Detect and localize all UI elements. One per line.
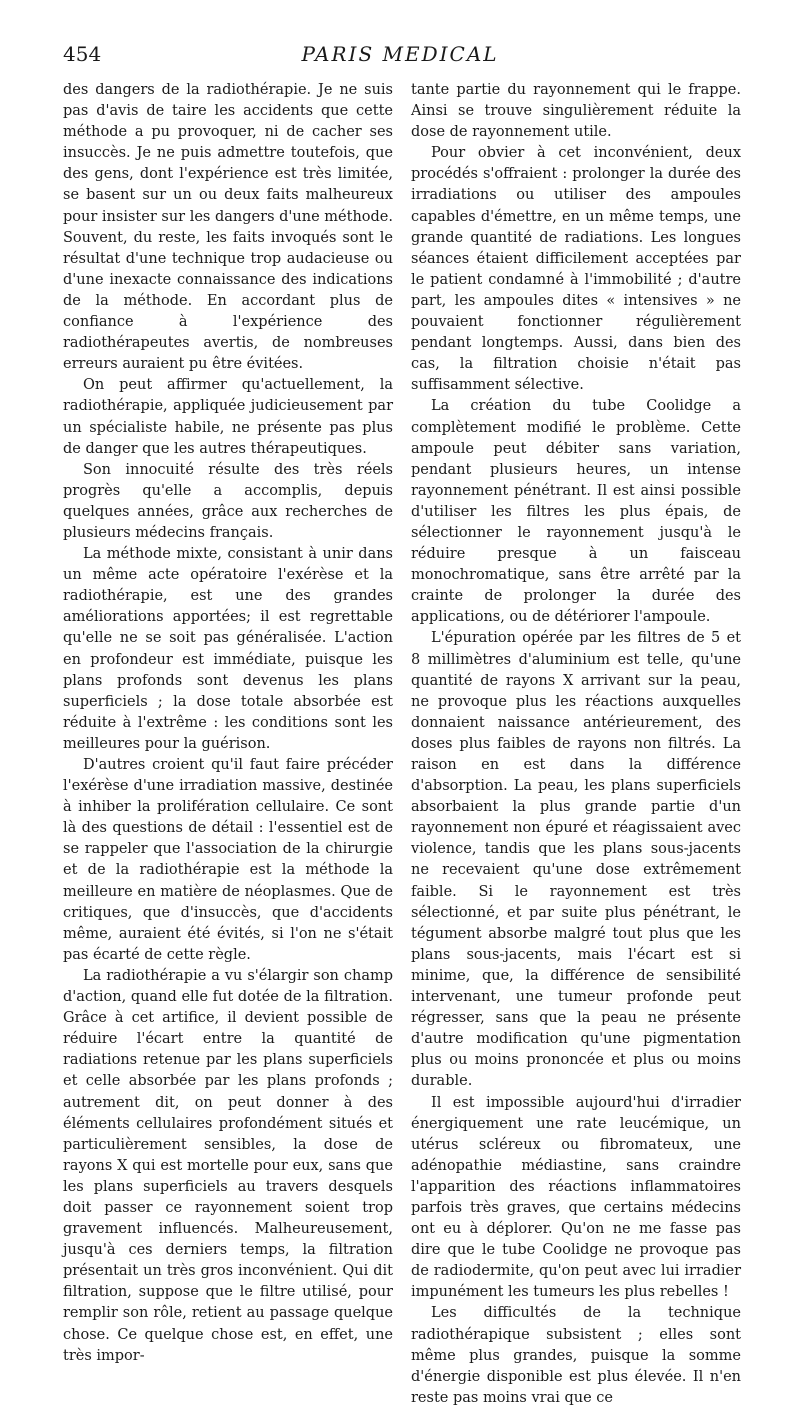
paragraph: tante partie du rayonnement qui le frappe. Ainsi se trouve singulièrement réduite la dose de rayonnement utile. (411, 82, 741, 141)
paragraph: Il est impossible aujourd'hui d'irradier énergiquement une rate leucémique, un utérus scléreux ou fibromateux, une adénopathie médiastine, sans craindre l'apparition des réactions inflammatoires parfois très graves, que certains médecins ont eu à déplorer. Qu'on ne me fasse pas dire que le tube Coolidge ne provoque pas de radiodermite, qu'on peut avec lui irradier impunément les tumeurs les plus rebelles ! (411, 1094, 741, 1301)
paragraph: Son innocuité résulte des très réels progrès qu'elle a accomplis, depuis quelques années, grâce aux recherches de plusieurs médecins français. (63, 461, 393, 541)
paragraph: La création du tube Coolidge a complètement modifié le problème. Cette ampoule peut débiter sans variation, pendant plusieurs heures, un intense rayonnement pénétrant. Il est ainsi possible d'utiliser les filtres les plus épais, de sélectionner le rayonnement jusqu'à le réduire presque à un faisceau monochromatique, sans être arrêté par la crainte de prolonger la durée des applications, ou de détériorer l'ampoule. (411, 398, 741, 626)
page-number: 454 (63, 42, 102, 66)
paragraph: La radiothérapie a vu s'élargir son champ d'action, quand elle fut dotée de la filtration. Grâce à cet artifice, il devient possible de réduire l'écart entre la quantité de radiations retenue par les plans superficiels et celle absorbée par les plans profonds ; autrement dit, on peut donner à des éléments cellulaires profondément situés et particulièrement sensibles, la dose de rayons X qui est mortelle pour eux, sans que les plans superficiels au travers desquels doit passer ce rayonnement soient trop gravement influencés. Malheureusement, jusqu'à ces derniers temps, la filtration présentait un très gros inconvénient. Qui dit filtration, suppose que le filtre utilisé, pour remplir son rôle, retient au passage quelque chose. Ce quelque chose est, en effet, une très impor- (63, 967, 393, 1364)
paragraph: L'épuration opérée par les filtres de 5 et 8 millimètres d'aluminium est telle, qu'une quantité de rayons X arrivant sur la peau, ne provoque plus les réactions auxquelles donnaient naissance antérieurement, des doses plus faibles de rayons non filtrés. La raison en est dans la différence d'absorption. La peau, les plans superficiels absorbaient la plus grande partie d'un rayonnement non épuré et réagissaient avec violence, tandis que les plans sous-jacents ne recevaient qu'une dose extrêmement faible. Si le rayonnement est très sélectionné, et par suite plus pénétrant, le tégument absorbe malgré tout plus que les plans sous-jacents, mais l'écart est si minime, que, la différence de sensibilité intervenant, une tumeur profonde peut régresser, sans que la peau ne présente d'autre modification qu'une pigmentation plus ou moins prononcée et plus ou moins durable. (411, 630, 741, 1090)
paragraph: Pour obvier à cet inconvénient, deux procédés s'offraient : prolonger la durée des irradiations ou utiliser des ampoules capables d'émettre, en un même temps, une grande quantité de radiations. Les longues séances étaient difficilement acceptées par le patient condamné à l'immobilité ; d'autre part, les ampoules dites « intensives » ne pouvaient fonctionner régulièrement pendant longtemps. Aussi, dans bien des cas, la filtration choisie n'était pas suffisamment sélective. (411, 145, 741, 394)
left-column (63, 80, 393, 1367)
paragraph: des dangers de la radiothérapie. Je ne suis pas d'avis de taire les accidents que cette méthode a pu provoquer, ni de cacher ses insuccès. Je ne puis admettre toutefois, que des gens, dont l'expérience est très limitée, se basent sur un ou deux faits malheureux pour insister sur les dangers d'une méthode. Souvent, du reste, les faits invoqués sont le résultat d'une technique trop audacieuse ou d'une inexacte connaissance des indications de la méthode. En accordant plus de confiance à l'expérience des radiothérapeutes avertis, de nombreuses erreurs auraient pu être évitées. (63, 82, 393, 373)
paragraph: La méthode mixte, consistant à unir dans un même acte opératoire l'exérèse et la radiothérapie, est une des grandes améliorations apportées; il est regrettable qu'elle ne se soit pas généralisée. L'action en profondeur est immédiate, puisque les plans profonds sont devenus les plans superficiels ; la dose totale absorbée est réduite à l'extrême : les conditions sont les meilleures pour la guérison. (63, 546, 393, 752)
paragraph: On peut affirmer qu'actuellement, la radiothérapie, appliquée judicieusement par un spécialiste habile, ne présente pas plus de danger que les autres thérapeutiques. (63, 377, 393, 457)
running-head: PARIS MEDICAL (301, 42, 499, 66)
paragraph: Les difficultés de la technique radiothérapique subsistent ; elles sont même plus grandes, puisque la somme d'énergie disponible est plus élevée. Il n'en reste pas moins vrai que ce (411, 1305, 741, 1406)
paragraph: D'autres croient qu'il faut faire précéder l'exérèse d'une irradiation massive, destinée à inhiber la prolifération cellulaire. Ce sont là des questions de détail : l'essentiel est de se rappeler que l'association de la chirurgie et de la radiothérapie est la méthode la meilleure en matière de néoplasmes. Que de critiques, que d'insuccès, que d'accidents même, auraient été évités, si l'on ne s'était pas écarté de cette règle. (63, 757, 393, 963)
right-column (411, 80, 741, 1409)
